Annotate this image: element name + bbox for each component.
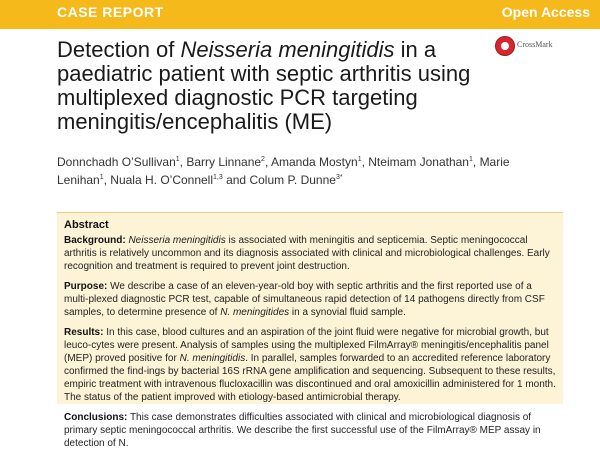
- abstract-results: Results: In this case, blood cultures and an aspiration of the joint fluid were negative for microbial growth, but leuco-cytes were present. Analysis of samples using the multiplexed FilmArray® meningitis/encephalitis panel (MEP) proved positive for N. meningitidis. In parallel, samples forwarded to an accredited reference laboratory confirmed the find-ings by bacterial 16S rRNA gene amplification and sequencing. Subsequent to these results, empiric treatment with intravenous flucloxacillin was discontinued and oral amoxicillin administered for 1 month. The status of the patient improved with etiology-based antimicrobial therapy.: [64, 327, 556, 403]
- title-species: Neisseria meningitidis: [180, 37, 395, 62]
- article-type-banner: [0, 0, 600, 29]
- abstract-background: Background: Neisseria meningitidis is associated with meningitis and septicemia. Septic meningococcal arthritis is relatively uncommon and its diagnosis associated with clinical and microbiological challenges. Early recognition and treatment is required to prevent joint destruction.: [64, 235, 550, 272]
- abstract-heading: Abstract: [64, 219, 109, 231]
- abstract-conclusions: Conclusions: This case demonstrates difficulties associated with clinical and microbiological diagnosis of primary septic meningococcal arthritis. We describe the first successful use of the FilmArray® MEP assay in detection of N.: [64, 412, 541, 449]
- article-title: [57, 38, 527, 134]
- author[interactable]: Nuala H. O’Connell$^{1,3}$: [110, 173, 223, 187]
- author[interactable]: Amanda Mostyn$^1$: [270, 155, 362, 169]
- author[interactable]: Barry Linnane$^2$: [186, 155, 265, 169]
- author[interactable]: Colum P. Dunne$^{3*}$: [249, 173, 343, 187]
- abstract-purpose: Purpose: We describe a case of an eleven-year-old boy with septic arthritis and the first reported use of a multi-plexed diagnostic PCR test, capable of simultaneous rapid detection of 14 pathogens directly from CSF samples, to determine presence of N. meningitides in a synovial fluid sample.: [64, 281, 545, 318]
- article-category: CASE REPORT: [57, 4, 164, 20]
- title-part2: in a paediatric patient with septic arthritis using multiplexed diagnostic PCR targeting meningitis/encephalitis (ME): [57, 37, 471, 134]
- abstract-box: [57, 212, 563, 449]
- crossmark-label: CrossMark: [517, 40, 553, 49]
- author[interactable]: Nteimam Jonathan$^1$: [368, 155, 473, 169]
- author-list: Donnchadh O’Sullivan$^1$, Barry Linnane$^2$, Amanda Mostyn$^1$, Nteimam Jonathan$^1$, Marie Lenihan$^1$, Nuala H. O’Connell$^{1,3}$ and Colum P. Dunne$^{3*}$: [57, 155, 510, 187]
- author[interactable]: Donnchadh O’Sullivan$^1$: [57, 155, 180, 169]
- author[interactable]: Marie Lenihan$^1$: [57, 155, 510, 187]
- title-part1: Detection of: [57, 37, 181, 62]
- open-access-label[interactable]: Open Access: [501, 4, 590, 20]
